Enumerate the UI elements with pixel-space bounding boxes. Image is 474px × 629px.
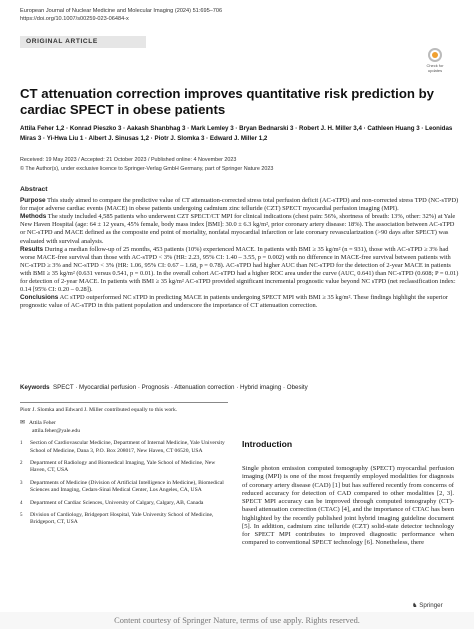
affiliation-number: 2 [20,461,23,467]
footnotes-column [20,402,228,527]
corresponding-name: Attila Feher [29,420,56,427]
affiliation-item [20,480,228,495]
results-text: During a median follow-up of 25 months, 453 patients (10%) experienced MACE. In patients with BMI ≥ 35 kg/m² (n = 931), those with AC-sTPD ≥ 3% had worse MACE-free survival than those with AC-sTPD < 3% (HR: 2.23, 95% CI: 1.40 – 3.55, p = 0.002) with no difference in MACE-free survival between patients with NC-sTPD ≥ 3% and NC-sTPD < 3% (HR: 1.06, 95% CI: 0.67 – 1.68, p = 0.78). AC-sTPD had higher AUC than NC-sTPD for the detection of 2-year MACE in patients with BMI ≥ 35 kg/m² (0.631 versus 0.541, p = 0.01). In the overall cohort AC-sTPD had a higher ROC area under the curve (AUC, 0.641) than NC-sTPD (0.608; P = 0.01) for detection of 2-year MACE. In patients with BMI ≥ 35 kg/m² AC-sTPD provided significant incremental prognostic value beyond NC sTPD (net reclassification index: 0.14 [95% CI: 0.20 – 0.28]). [20,245,459,294]
article-title: CT attenuation correction improves quantitative risk prediction by cardiac SPECT in obese patients [20,86,435,117]
affiliation-item [20,460,228,475]
abstract-conclusions [20,294,460,310]
doi-link[interactable]: https://doi.org/10.1007/s00259-023-06484-x [20,16,129,22]
conclusions-label: Conclusions [20,294,59,302]
abstract-heading: Abstract [20,186,48,193]
abstract-methods [20,213,460,245]
conclusions-text: AC sTPD outperformed NC sTPD in predicting MACE in patients undergoing SPECT MPI with BMI ≥ 35 kg/m². These findings highlight the superior prognostic value of AC-sTPD in this patient population and underscore the importance of CT attenuation correction. [20,294,448,310]
publisher-logo [412,602,443,609]
keywords-label: Keywords [20,384,50,391]
affiliation-number: 1 [20,441,23,447]
article-history [20,156,460,173]
affiliation-text: Section of Cardiovascular Medicine, Department of Internal Medicine, Yale University School of Medicine, Dana 3, P.O. Box 208017, New Haven, CT 06520, USA [30,440,225,454]
methods-text: The study included 4,585 patients who underwent CZT SPECT/CT MPI for clinical indications (chest pain: 56%, shortness of breath: 13%, other: 32%) at Yale New Haven Hospital (age: 64 ± 12 years, 45% female, body mass index [BMI]: 30.0 ± 6.3 kg/m², prior coronary artery disease: 18%). The association between AC-sTPD or NC-sTPD and MACE defined as the composite end point of mortality, nonfatal myocardial infarction or late coronary revascularization (>90 days after SPECT) was evaluated with survival analysis. [20,213,456,245]
affiliation-item [20,440,228,455]
check-for-updates-label: Check for updates [426,63,444,73]
purpose-text: This study aimed to compare the predictive value of CT attenuation-corrected stress total perfusion deficit (AC-sTPD) and non-corrected stress TPD (NC-sTPD) for major adverse cardiac events (MACE) in obese patients undergoing cadmium zinc telluride (CZT) SPECT myocardial perfusion imaging (MPI). [20,197,459,213]
affiliation-number: 4 [20,500,23,506]
affiliation-text: Department of Radiology and Biomedical Imaging, Yale School of Medicine, New Haven, CT, USA [30,460,216,474]
affiliation-number: 5 [20,513,23,519]
affiliation-text: Department of Cardiac Sciences, University of Calgary, Calgary, AB, Canada [30,499,204,506]
affiliation-number: 3 [20,480,23,486]
publisher-name: Springer [419,602,443,609]
affiliation-item [20,500,228,507]
publication-dates: Received: 19 May 2023 / Accepted: 21 October 2023 / Published online: 4 November 2023 [20,157,237,163]
check-for-updates-icon [428,48,442,62]
copyright-line: © The Author(s), under exclusive licence to Springer-Verlag GmbH Germany, part of Springer Nature 2023 [20,165,274,172]
corresponding-author [20,420,228,435]
affiliation-text: Departments of Medicine (Division of Artificial Intelligence in Medicine), Biomedical Sciences and Imaging, Cedars-Sinai Medical Center, Los Angeles, CA, USA [30,479,224,494]
abstract-purpose [20,197,460,213]
keywords [20,384,460,391]
article-type-badge: ORIGINAL ARTICLE [20,36,146,48]
check-for-updates[interactable] [420,48,450,73]
affiliation-text: Division of Cardiology, Bridgeport Hospital, Yale University School of Medicine, Bridgeport, CT, USA [30,512,214,526]
envelope-icon: ✉ [20,420,26,427]
courtesy-footer: Content courtesy of Springer Nature, terms of use apply. Rights reserved. [0,612,474,629]
results-label: Results [20,245,44,253]
abstract [20,186,460,310]
affiliation-item [20,512,228,527]
springer-horse-icon: ♞ [412,602,418,609]
author-list[interactable]: Attila Feher 1,2 · Konrad Pieszko 3 · Aakash Shanbhag 3 · Mark Lemley 3 · Bryan Bednarski 3 · Robert J. H. Miller 3,4 · Cathleen Huang 3 · Leonidas Miras 3 · Yi-Hwa Liu 1 · Albert J. Sinusas 1,2 · Piotr J. Slomka 3 · Edward J. Miller 1,2 [20,125,453,142]
equal-contribution-note: Piotr J. Slomka and Edward J. Miller contributed equally to this work. [20,407,178,413]
affiliation-list [20,440,228,527]
introduction-text: Single photon emission computed tomography (SPECT) myocardial perfusion imaging (MPI) is one of the most frequently employed modalities for diagnosis of coronary artery disease (CAD) [1] but has suffered recently from concerns of reduced accuracy for detection of CAD compared to other modalities [2, 3]. SPECT MPI accuracy can be improved through computed tomography (CT)-based attenuation correction (CTAC) [4], and the importance of CTAC has been highlighted by the recently published joint hybrid imaging guideline document [5]. In addition, cadmium zinc telluride (CZT) solid-state detector technology for SPECT MPI contributes to improved diagnostic performance when compared to conventional SPECT technology [6]. Nonetheless, there [242,465,454,547]
corresponding-email[interactable]: attila.feher@yale.edu [32,427,81,434]
introduction-heading: Introduction [242,439,293,449]
journal-citation: European Journal of Nuclear Medicine and Molecular Imaging (2024) 51:695–706 [20,8,223,14]
footnote-divider [20,402,228,403]
keywords-text: SPECT · Myocardial perfusion · Prognosis · Attenuation correction · Hybrid imaging · Obesity [53,384,308,391]
journal-header [20,7,222,23]
methods-label: Methods [20,213,47,221]
abstract-results [20,246,460,295]
purpose-label: Purpose [20,197,46,205]
